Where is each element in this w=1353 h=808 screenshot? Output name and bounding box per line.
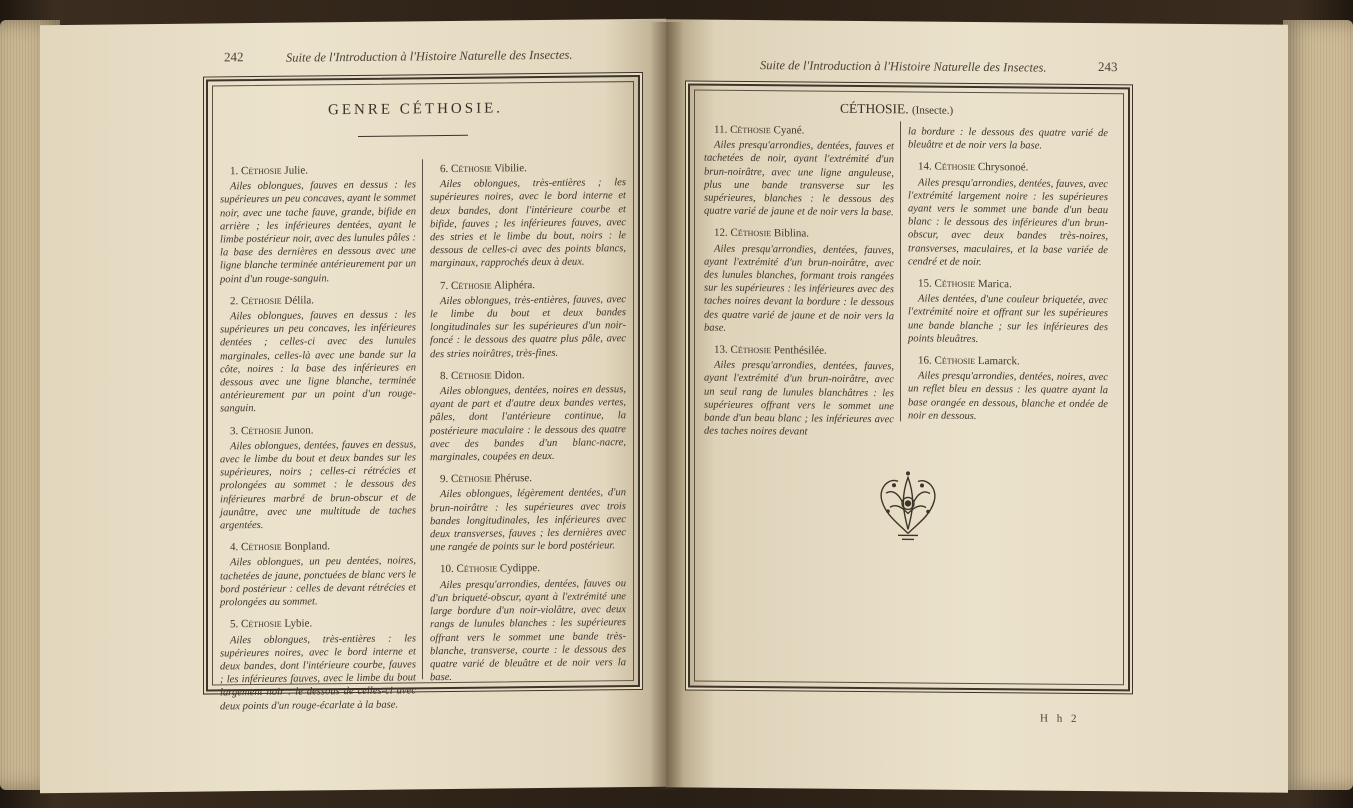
right-page: [666, 19, 1288, 792]
genus-name: Céthosie: [451, 472, 492, 486]
species-heading: [908, 161, 1108, 176]
species-name: Biblina.: [773, 227, 810, 240]
species-name: Penthésilée.: [773, 344, 827, 357]
species-heading: [430, 278, 626, 293]
species-number: 16.: [918, 354, 932, 367]
species-description: Ailes oblongues, très-entières, fauves, avec le limbe du bout et deux bandes longitudinales sur les supérieures d'un noir-foncé : le dessous des quatre plus pâle, avec des stries noirâtres, très-fines.: [430, 293, 626, 360]
species-name: Bonpland.: [284, 540, 330, 553]
species-entry: [430, 562, 626, 685]
species-heading: [704, 124, 894, 139]
genus-name: Céthosie: [451, 162, 492, 175]
species-description: Ailes presqu'arrondies, dentées, fauves et tachetées de noir, ayant l'extrémité d'un brun-noirâtre, avec une ligne anguleuse, plus une bande transverse sur les supérieures, blanches : le dessous des quatre varié de jaune et de noir vers la base.: [704, 139, 894, 219]
species-number: 15.: [918, 277, 932, 290]
left-running-head: Suite de l'Introduction à l'Histoire Naturelle des Insectes.: [286, 47, 573, 65]
genus-title: CÉTHOSIE. (Insecte.): [840, 100, 954, 117]
signature-mark: H h 2: [1040, 712, 1080, 725]
genus-name: Céthosie: [451, 369, 492, 382]
species-name: Vibilie.: [494, 162, 527, 175]
species-number: 9.: [440, 473, 449, 486]
genus-name: Céthosie: [934, 161, 976, 174]
species-description: Ailes oblongues, fauves en dessus : les supérieures un peu concaves, les inférieures dentées ; celles-ci avec des lunules marginales, celles-là avec une bande sur la côte, noires : la base des inférieures en dessous avec une ligne blanche, terminée antérieurement par un point d'un rouge-sanguin.: [220, 309, 416, 415]
species-heading: [220, 423, 416, 438]
species-name: Lamarck.: [977, 355, 1020, 368]
species-name: Julie.: [284, 164, 308, 177]
left-column-1: [220, 163, 416, 722]
species-name: Phéruse.: [494, 472, 532, 485]
left-page: [40, 19, 666, 794]
species-description: Ailes presqu'arrondies, dentées, fauves, ayant l'extrémité d'un brun-noirâtre, avec un seul rang de lunules blanchâtres : les supérieures offrant vers le sommet une bande d'un beau blanc ; les inférieures avec des taches noires devant: [704, 359, 894, 438]
species-entry: [704, 227, 894, 336]
species-entry: [220, 423, 416, 533]
species-name: Lybie.: [284, 617, 313, 631]
species-entry: [908, 277, 1108, 347]
genus-name: Céthosie: [934, 354, 976, 368]
species-description: Ailes oblongues, dentées, fauves en dessus, avec le limbe du bout et deux bandes sur les supérieures, noirs ; celles-ci rétrécies et prolongées au sommet : le dessous des inférieures marbré de brun-obscur et de jaunâtre, avec une multitude de taches argentées.: [220, 439, 416, 532]
species-number: 14.: [918, 160, 932, 174]
species-entry: [908, 161, 1108, 270]
genus-name: Céthosie: [730, 123, 771, 137]
genus-name: Céthosie: [730, 343, 772, 357]
right-column-1: [704, 124, 894, 449]
species-heading: [220, 293, 416, 308]
right-running-head: Suite de l'Introduction à l'Histoire Naturelle des Insectes.: [760, 58, 1047, 75]
species-number: 2.: [230, 295, 239, 308]
species-description: Ailes oblongues, très-entières ; les supérieures noires, avec le bord interne et deux bandes, dont l'intérieure courbe et bifide, fauves ; les inférieures fauves, avec des stries et le limbe du bout, noirs : le dessous de celles-ci avec des points blancs, marginaux, rapprochés deux à deux.: [430, 177, 626, 270]
species-description: Ailes presqu'arrondies, dentées, noires, avec un reflet bleu en dessus : les quatre ayant la base orangée en dessous, blanche et ondée de noir en dessous.: [908, 370, 1108, 422]
species-entry: [220, 163, 416, 286]
species-description: Ailes oblongues, légèrement dentées, d'un brun-noirâtre : les supérieures avec trois bandes longitudinales, les inférieures avec deux transverses, fauves ; les dernières avec une rangée de points sur le bord postérieur.: [430, 487, 626, 554]
fleuron-ornament: [868, 463, 948, 544]
left-column-2: [430, 161, 626, 693]
species-name: Chrysonoé.: [977, 161, 1029, 174]
species-name: Cyané.: [773, 124, 805, 137]
book-gutter: [650, 22, 684, 790]
species-entry: [704, 124, 894, 220]
species-number: 10.: [440, 563, 454, 576]
species-number: 12.: [714, 227, 728, 240]
species-description: Ailes presqu'arrondies, dentées, fauves ou d'un briqueté-obscur, ayant à l'extrémité une large bordure d'un noir-violâtre, avec deux rangs de lunules blanches : les supérieures offrant vers le sommet une bande très-blanche, transverse, courte : le dessous des quatre varié de bleuâtre et de noir vers la base.: [430, 577, 626, 684]
species-heading: [704, 227, 894, 242]
species-heading: [908, 277, 1108, 292]
species-name: Marica.: [977, 278, 1012, 291]
species-entry: [704, 344, 894, 440]
species-heading: [430, 471, 626, 486]
species-heading: [908, 354, 1108, 369]
genre-title: GENRE CÉTHOSIE.: [328, 100, 503, 119]
species-number: 3.: [230, 424, 239, 437]
genus-name: Céthosie: [241, 294, 282, 308]
right-page-edges: [1283, 20, 1353, 790]
species-number: 7.: [440, 279, 449, 292]
right-folio: 243: [1098, 59, 1118, 75]
left-folio: 242: [224, 49, 244, 65]
species-description: Ailes presqu'arrondies, dentées, fauves, avec l'extrémité largement noire : les supérieures ayant vers le sommet une bande d'un beau blanc : le dessous des inférieures d'un brun-obscur, avec deux bandes très-noires, transverses, maculaires, et la base variée de cendré et de noir.: [908, 177, 1108, 268]
species-entry: [908, 354, 1108, 424]
species-heading: [220, 163, 416, 178]
species-number: 8.: [440, 369, 449, 382]
species-heading: [430, 368, 626, 383]
species-number: 1.: [230, 165, 239, 178]
species-heading: [220, 540, 416, 555]
species-description: Ailes oblongues, dentées, noires en dessus, ayant de part et d'autre deux bandes vertes, pâles, dont l'antérieure continue, la postérieure maculaire : le dessous des quatre avec des bandes d'un blanc-nacre, marginales, coupées en deux.: [430, 384, 626, 464]
continued-text: la bordure : le dessous des quatre varié de bleuâtre et de noir vers la base.: [908, 126, 1108, 152]
genus-name: Céthosie: [730, 227, 772, 240]
species-number: 11.: [714, 123, 728, 136]
species-heading: [220, 617, 416, 632]
species-heading: [430, 562, 626, 577]
species-entry: [430, 471, 626, 554]
genus-name: Céthosie: [241, 164, 282, 178]
species-description: Ailes oblongues, fauves en dessus : les supérieures un peu concaves, ayant le sommet noir, avec une tache fauve, grande, bifide en arrière ; les inférieures dentées, ayant le limbe postérieur noir, avec des lunules pâles : la base des dernières en dessous avec une ligne blanche terminée antérieurement par un point d'un rouge-sanguin.: [220, 179, 416, 286]
genus-note: (Insecte.): [912, 104, 954, 117]
column-divider: [422, 159, 423, 679]
species-name: Didon.: [494, 369, 525, 382]
species-entry: [430, 368, 626, 464]
species-heading: [430, 161, 626, 176]
species-number: 6.: [440, 163, 449, 176]
species-entry: [430, 278, 626, 361]
genus-name: Céthosie: [241, 541, 282, 554]
species-name: Aliphéra.: [493, 278, 536, 292]
species-name: Délila.: [284, 294, 315, 307]
species-name: Junon.: [284, 424, 314, 437]
genus-name: Céthosie: [934, 277, 976, 291]
right-text-frame: [688, 83, 1130, 691]
left-text-frame: [206, 75, 640, 712]
species-entry: [220, 540, 416, 610]
species-description: Ailes oblongues, très-entières : les supérieures noires, avec le bord interne et deux bandes, dont l'intérieure courbe, fauves ; les inférieures fauves, avec le limbe du bout largement noir : le dessous de celles-ci avec deux points d'un rouge-écarlate à la base.: [220, 632, 416, 712]
species-description: Ailes presqu'arrondies, dentées, fauves, ayant l'extrémité d'un brun-noirâtre, avec des lunules blanches, formant trois rangées sur les supérieures : les inférieures avec des taches noires devant la bordure : le dessous des quatre varié de jaune et de noir vers la base.: [704, 243, 894, 334]
species-description: Ailes oblongues, un peu dentées, noires, tachetées de jaune, ponctuées de blanc vers le bord postérieur : celles de devant rétrécies et prolongées au sommet.: [220, 555, 416, 609]
species-name: Cydippe.: [499, 562, 540, 575]
species-entry: [220, 293, 416, 416]
genus-name: Céthosie: [241, 618, 282, 631]
right-column-2: [908, 125, 1108, 433]
species-number: 13.: [714, 343, 728, 356]
species-entry: [220, 617, 416, 713]
species-description: Ailes dentées, d'une couleur briquetée, avec l'extrémité noire et offrant sur les supérieures une bande blanche ; sur les inférieures des points bleuâtres.: [908, 293, 1108, 345]
right-column-divider: [900, 121, 901, 421]
species-number: 4.: [230, 541, 239, 554]
species-number: 5.: [230, 618, 239, 631]
species-entry: [430, 161, 626, 271]
species-heading: [704, 344, 894, 359]
genus-name: Céthosie: [451, 279, 492, 292]
genus-name: Céthosie: [241, 424, 282, 437]
genus-name: Céthosie: [456, 562, 498, 576]
